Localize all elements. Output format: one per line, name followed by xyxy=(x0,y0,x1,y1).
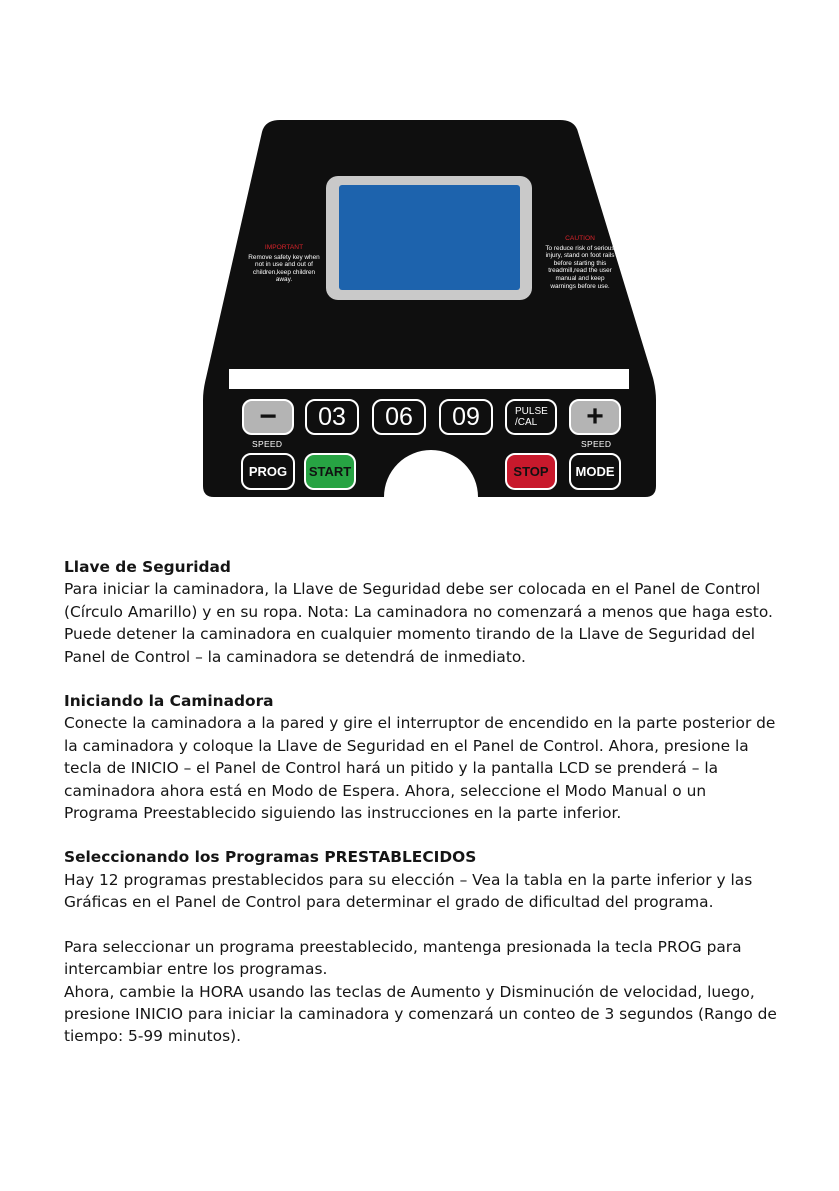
pulse-cal-label xyxy=(515,406,548,428)
pulse-label-line2: /CAL xyxy=(515,417,538,428)
mode-button[interactable] xyxy=(569,453,621,490)
section-title: Iniciando la Caminadora xyxy=(64,692,274,711)
lcd-screen xyxy=(339,185,520,290)
section-paragraph: Para iniciar la caminadora, la Llave de Seguridad debe ser colocada en el Panel de Control (Círculo Amarillo) y en su ropa. Nota: La caminadora no comenzará a menos que haga esto. Puede detener la caminadora en cualquier momento tirando de la Llave de Seguridad del Panel de Control – la caminadora se detendrá de inmediato. xyxy=(64,580,773,666)
stop-button[interactable] xyxy=(505,453,557,490)
section-presets xyxy=(64,846,784,913)
important-text: Remove safety key when not in use and out of children,keep children away. xyxy=(248,253,320,284)
section-paragraph: Hay 12 programas prestablecidos para su elección – Vea la tabla en la parte inferior y las Gráficas en el Panel de Control para determinar el grado de dificultad del programa. xyxy=(64,870,753,912)
section-paragraph: Conecte la caminadora a la pared y gire el interruptor de encendido en la parte posterior de la caminadora y coloque la Llave de Seguridad en el Panel de Control. Ahora, presione la tecla de INICIO – el Panel de Control hará un pitido y la pantalla LCD se prenderá – la caminadora ahora está en Modo de Espera. Ahora, seleccione el Modo Manual o un Programa Preestablecido siguiendo las instrucciones en la parte inferior. xyxy=(64,714,776,823)
preset-03-button[interactable] xyxy=(305,399,359,435)
preset-09-button[interactable] xyxy=(439,399,493,435)
stop-label: STOP xyxy=(513,464,549,479)
speed-up-button[interactable] xyxy=(569,399,621,435)
section-paragraph: Ahora, cambie la HORA usando las teclas de Aumento y Disminución de velocidad, luego, presione INICIO para iniciar la caminadora y comenzará un conteo de 3 segundos (Rango de tiempo: 5-99 minutos). xyxy=(64,982,777,1046)
caution-title: CAUTION xyxy=(565,235,595,242)
caution-text: To reduce risk of serious injury, stand on foot rails before starting this treadmill,read the user manual and keep warnings before use. xyxy=(545,244,615,290)
mode-label: MODE xyxy=(575,464,615,479)
section-safety-key xyxy=(64,556,784,668)
section-starting xyxy=(64,690,784,824)
white-strip xyxy=(229,369,629,389)
prog-button[interactable] xyxy=(241,453,295,490)
preset-03-label: 03 xyxy=(318,402,346,431)
caution-warning xyxy=(542,235,618,290)
instructions-text xyxy=(64,556,784,1070)
speed-up-label: SPEED xyxy=(581,439,612,449)
important-title: IMPORTANT xyxy=(264,244,304,251)
section-title: Seleccionando los Programas PRESTABLECIDOS xyxy=(64,848,477,867)
pulse-label-line1: PULSE xyxy=(515,406,548,417)
console-panel-graphic xyxy=(0,0,839,520)
preset-06-label: 06 xyxy=(385,402,413,431)
plus-icon: + xyxy=(586,400,604,433)
preset-06-button[interactable] xyxy=(372,399,426,435)
minus-icon: − xyxy=(259,400,277,433)
speed-down-button[interactable] xyxy=(242,399,294,435)
prog-label: PROG xyxy=(248,464,288,479)
treadmill-console xyxy=(0,0,839,520)
section-title: Llave de Seguridad xyxy=(64,558,231,576)
speed-down-label: SPEED xyxy=(252,439,283,449)
section-paragraph: Para seleccionar un programa preestablecido, mantenga presionada la tecla PROG para intercambiar entre los programas. xyxy=(64,937,742,979)
important-warning xyxy=(246,244,322,284)
start-label: START xyxy=(308,464,352,479)
start-button[interactable] xyxy=(304,453,356,490)
pulse-cal-button[interactable] xyxy=(505,399,557,435)
preset-09-label: 09 xyxy=(452,402,480,431)
section-select-program xyxy=(64,936,784,1048)
